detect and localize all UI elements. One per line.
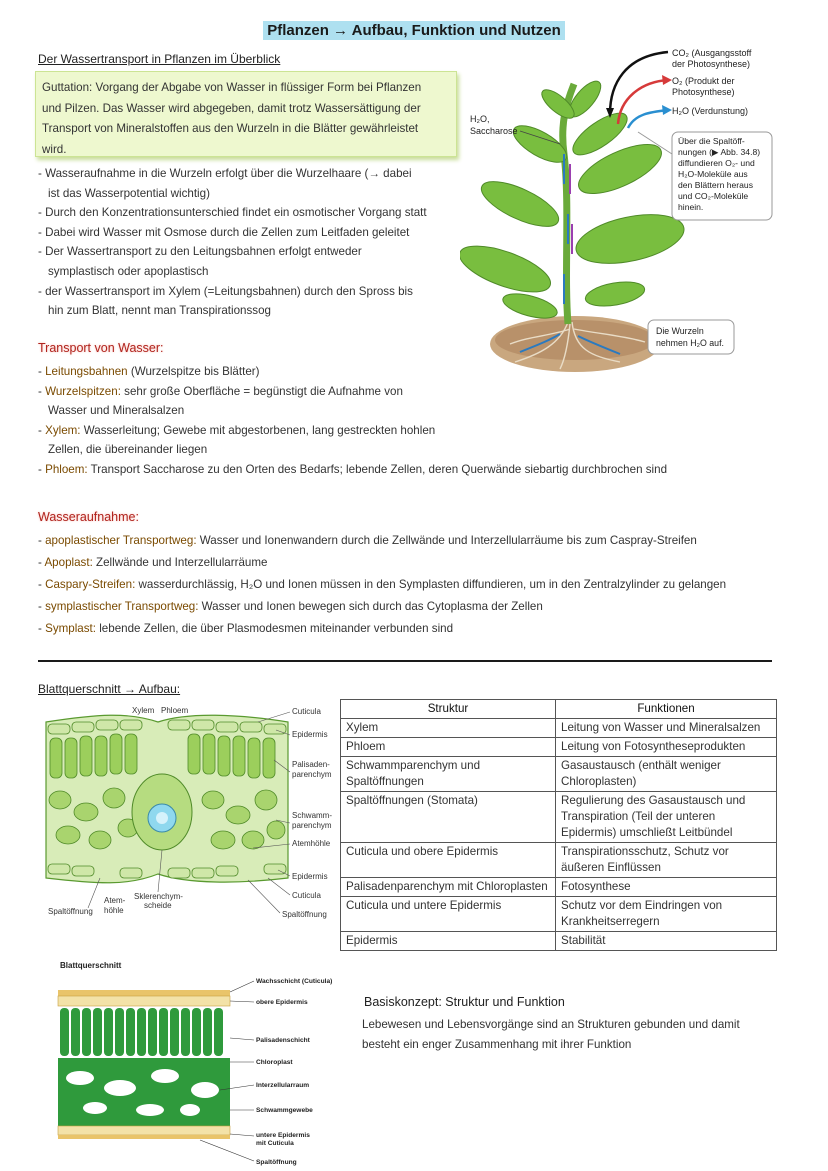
bullet-line: - Durch den Konzentrationsunterschied findet ein osmotischer Vorgang statt xyxy=(38,206,427,220)
bullet-line: - Der Wassertransport zu den Leitungsbahnen erfolgt entweder xyxy=(38,245,362,259)
guttation-line: Guttation: Vorgang der Abgabe von Wasser in flüssiger Form bei Pflanzen xyxy=(42,81,422,94)
label-phloem: Phloem xyxy=(161,706,189,715)
box-spalt-line: Über die Spaltöff- xyxy=(678,136,745,146)
bullet-line: - der Wassertransport im Xylem (=Leitungsbahnen) durch den Spross bis xyxy=(38,284,413,298)
bullet-line: symplastisch oder apoplastisch xyxy=(48,264,209,278)
table-row xyxy=(341,932,777,951)
cell-funktion: Gasaustausch (enthält weniger Chloroplasten) xyxy=(556,757,777,792)
diagram2-title: Blattquerschnitt xyxy=(60,961,122,970)
box-spalt-line: nungen (▶ Abb. 34.8) xyxy=(678,147,761,157)
label-atemhoehle: Atemhöhle xyxy=(292,839,331,848)
label-cuticula-unten: Cuticula xyxy=(292,891,321,900)
leaf-cross-section-diagram xyxy=(38,700,338,925)
h2o-arrow xyxy=(628,110,668,128)
leaf-layers-diagram xyxy=(50,958,340,1168)
concept-line: besteht ein enger Zusammenhang mit ihrer Funktion xyxy=(362,1037,632,1051)
label-sklerenchym-line2: scheide xyxy=(144,901,172,910)
bullet-line: hin zum Blatt, nennt man Transpirationssog xyxy=(48,304,271,318)
leaves xyxy=(460,76,688,323)
table-row xyxy=(341,738,777,757)
table-row xyxy=(341,719,777,738)
label-palisaden-line2: parenchym xyxy=(292,770,332,779)
cell-struktur: Phloem xyxy=(341,738,556,757)
label-schwamm: Schwamm- xyxy=(292,811,333,820)
label-cuticula: Cuticula xyxy=(292,707,321,716)
column-header-struktur: Struktur xyxy=(341,700,556,719)
label-o2: O₂ (Produkt der xyxy=(672,76,735,86)
cell-struktur: Spaltöffnungen (Stomata) xyxy=(341,792,556,843)
cell-struktur: Schwammparenchym und Spaltöffnungen xyxy=(341,757,556,792)
bullet-line: - Wasseraufnahme in die Wurzeln erfolgt über die Wurzelhaare (→ dabei xyxy=(38,167,412,180)
cell-struktur: Xylem xyxy=(341,719,556,738)
transport-bullets xyxy=(38,164,427,321)
table-row xyxy=(341,792,777,843)
label-epidermis-unten: Epidermis xyxy=(292,872,328,881)
page-title: Pflanzen → Aufbau, Funktion und Nutzen xyxy=(0,22,828,39)
cell-funktion: Stabilität xyxy=(556,932,777,951)
label-atem-line2: höhle xyxy=(104,906,124,915)
label-h2o-verdunstung: H₂O (Verdunstung) xyxy=(672,106,749,116)
section-heading-wassertransport: Der Wassertransport in Pflanzen im Überblick xyxy=(38,52,281,66)
co2-arrow xyxy=(610,52,668,114)
list-item: - symplastischer Transportweg: Wasser und Ionen bewegen sich durch das Cytoplasma der Zellen xyxy=(38,600,543,613)
label-saccharose: Saccharose xyxy=(470,126,518,136)
list-item: - Symplast: lebende Zellen, die über Plasmodesmen miteinander verbunden sind xyxy=(38,622,454,635)
structure-function-table xyxy=(340,699,777,951)
cell-funktion: Leitung von Fotosyntheseprodukten xyxy=(556,738,777,757)
concept-text xyxy=(362,1015,762,1054)
box-spalt-line: hinein. xyxy=(678,202,704,212)
transport-list xyxy=(38,362,667,480)
label-co2-line2: der Photosynthese) xyxy=(672,59,751,69)
box-spalt-line: den Blättern heraus xyxy=(678,180,754,190)
cell-funktion: Schutz vor dem Eindringen von Krankheitserregern xyxy=(556,897,777,932)
cell-struktur: Cuticula und untere Epidermis xyxy=(341,897,556,932)
table-row xyxy=(341,757,777,792)
guttation-line: Transport von Mineralstoffen aus den Wurzeln in die Blätter gewährleistet xyxy=(42,122,419,135)
label-atem: Atem- xyxy=(104,896,126,905)
cuticula-layer xyxy=(58,990,230,996)
guttation-line: wird. xyxy=(42,142,67,156)
label-wachsschicht: Wachsschicht (Cuticula) xyxy=(256,978,333,985)
list-item: Zellen, die übereinander liegen xyxy=(48,443,208,457)
list-item: - Apoplast: Zellwände und Interzellularräume xyxy=(38,556,268,569)
table-row xyxy=(341,897,777,932)
list-item: - Xylem: Wasserleitung; Gewebe mit abgestorbenen, lang gestreckten hohlen xyxy=(38,423,436,437)
box-spalt-line: und CO₂-Moleküle xyxy=(678,191,749,201)
box-wurzel-line: nehmen H₂O auf. xyxy=(656,338,724,348)
label-untere-epidermis: untere Epidermis xyxy=(256,1132,310,1139)
aufnahme-list xyxy=(38,530,726,640)
label-schwamm-line2: parenchym xyxy=(292,821,332,830)
label-untere-epidermis-line2: mit Cuticula xyxy=(256,1140,294,1147)
list-item: Wasser und Mineralsalzen xyxy=(48,404,185,418)
table-row xyxy=(341,878,777,897)
label-chloroplast: Chloroplast xyxy=(256,1059,293,1066)
heading-wasseraufnahme: Wasseraufnahme: xyxy=(38,510,139,524)
cell-struktur: Cuticula und obere Epidermis xyxy=(341,843,556,878)
label-palisadenschicht: Palisadenschicht xyxy=(256,1037,310,1044)
plant-transport-figure xyxy=(460,44,800,374)
label-sklerenchym: Sklerenchym- xyxy=(134,892,183,901)
cell-struktur: Palisadenparenchym mit Chloroplasten xyxy=(341,878,556,897)
column-header-funktionen: Funktionen xyxy=(556,700,777,719)
cell-funktion: Fotosynthese xyxy=(556,878,777,897)
label-co2: CO₂ (Ausgangsstoff xyxy=(672,48,752,58)
box-spalt-line: diffundieren O₂- und xyxy=(678,158,755,168)
bullet-line: - Dabei wird Wasser mit Osmose durch die Zellen zum Leitfaden geleitet xyxy=(38,225,410,239)
label-schwammgewebe: Schwammgewebe xyxy=(256,1107,313,1114)
label-obere-epidermis: obere Epidermis xyxy=(256,999,308,1006)
cell-funktion: Leitung von Wasser und Mineralsalzen xyxy=(556,719,777,738)
divider xyxy=(38,660,772,662)
label-h2o: H₂O, xyxy=(470,114,490,124)
list-item: - Caspary-Streifen: wasserdurchlässig, H₂O und Ionen müssen in den Symplasten diffundieren, um in den Zentralzylinder zu gelangen xyxy=(38,578,727,591)
list-item: - Phloem: Transport Saccharose zu den Orten des Bedarfs; lebende Zellen, deren Querwände siebartig durchbrochen sind xyxy=(38,462,668,476)
list-item: - apoplastischer Transportweg: Wasser und Ionenwandern durch die Zellwände und Interzellularräume bis zum Caspray-Streifen xyxy=(38,534,697,547)
table-header-row xyxy=(341,700,777,719)
heading-blattquerschnitt: Blattquerschnitt → Aufbau: xyxy=(38,682,181,696)
guttation-line: und Pilzen. Das Wasser wird abgegeben, damit trotz Wassersättigung der xyxy=(42,101,421,115)
label-xylem: Xylem xyxy=(132,706,155,715)
label-interzellularraum: Interzellularraum xyxy=(256,1082,310,1089)
list-item: - Wurzelspitzen: sehr große Oberfläche = begünstigt die Aufnahme von xyxy=(38,384,403,398)
cell-funktion: Transpirationsschutz, Schutz vor äußeren Einflüssen xyxy=(556,843,777,878)
cell-funktion: Regulierung des Gasaustausch und Transpiration (Teil der unteren Epidermis) umschließt Leitbündel xyxy=(556,792,777,843)
palisade-layer xyxy=(60,1008,223,1056)
label-epidermis: Epidermis xyxy=(292,730,328,739)
box-wurzel-line: Die Wurzeln xyxy=(656,326,704,336)
concept-heading: Basiskonzept: Struktur und Funktion xyxy=(364,995,565,1009)
concept-line: Lebewesen und Lebensvorgänge sind an Strukturen gebunden und damit xyxy=(362,1018,740,1031)
table-row xyxy=(341,843,777,878)
cell-struktur: Epidermis xyxy=(341,932,556,951)
label-spaltoeffnung-rechts: Spaltöffnung xyxy=(282,910,327,919)
list-item: - Leitungsbahnen (Wurzelspitze bis Blätter) xyxy=(38,365,260,378)
heading-transport-wasser: Transport von Wasser: xyxy=(38,341,164,355)
label-o2-line2: Photosynthese) xyxy=(672,87,735,97)
label-palisaden: Palisaden- xyxy=(292,760,330,769)
bullet-line: ist das Wasserpotential wichtig) xyxy=(48,186,210,200)
box-spalt-line: H₂O-Moleküle aus xyxy=(678,169,748,179)
guttation-box xyxy=(35,71,457,157)
label-spaltoeffnung-links: Spaltöffnung xyxy=(48,907,93,916)
label-spaltoeffnung: Spaltöffnung xyxy=(256,1159,297,1166)
